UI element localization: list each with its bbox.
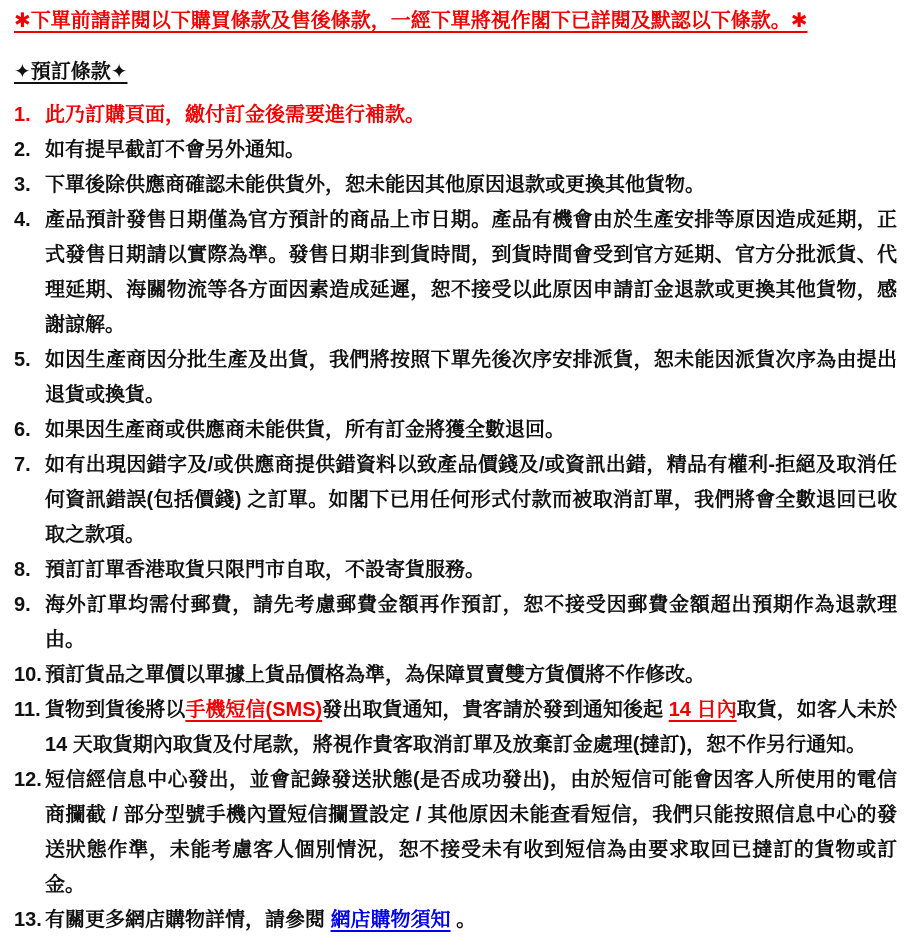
term-text (45, 553, 897, 588)
term-number: 9. (14, 594, 31, 616)
term-text (45, 343, 897, 413)
shop-guide-link[interactable]: 網店購物須知 (330, 909, 451, 931)
section-title-preorder-terms: ✦預訂條款✦ (14, 61, 128, 83)
term-text (45, 133, 897, 168)
term-text-segment: 產品預計發售日期僅為官方預計的商品上市日期。產品有機會由於生產安排等原因造成延期，正式發售日期請以實際為準。發售日期非到貨時間，到貨時間會受到官方延期、官方分批派貨、代理延期、海關物流等各方面因素造成延遲，恕不接受以此原因申請訂金退款或更換其他貨物，感謝諒解。 (45, 209, 897, 336)
term-number: 2. (14, 139, 31, 161)
term-text (45, 588, 897, 658)
term-number: 3. (14, 174, 31, 196)
term-item-11 (14, 693, 897, 763)
term-text-segment: 如有出現因錯字及/或供應商提供錯資料以致產品價錢及/或資訊出錯，精品有權利-拒絕及取消任何資訊錯誤(包括價錢) 之訂單。如閣下已用任何形式付款而被取消訂單，我們將會全數退回已收取之款項。 (45, 454, 897, 546)
term-text (45, 903, 897, 938)
term-text (45, 448, 897, 553)
term-text-segment: 如因生產商因分批生產及出貨，我們將按照下單先後次序安排派貨，恕未能因派貨次序為由提出退貨或換貨。 (45, 349, 897, 406)
term-item-7 (14, 448, 897, 553)
term-item-3 (14, 168, 897, 203)
term-text-segment: 海外訂單均需付郵費，請先考慮郵費金額再作預訂，恕不接受因郵費金額超出預期作為退款理由。 (45, 594, 897, 651)
term-text-segment: 有關更多網店購物詳情，請參閱 (45, 909, 331, 931)
term-number: 7. (14, 454, 31, 476)
term-number: 6. (14, 419, 31, 441)
term-item-8 (14, 553, 897, 588)
term-text (45, 98, 897, 133)
term-text-segment: 預訂貨品之單價以單據上貨品價格為準，為保障買賣雙方貨價將不作修改。 (45, 664, 705, 686)
term-item-5 (14, 343, 897, 413)
term-item-1 (14, 98, 897, 133)
term-number: 5. (14, 349, 31, 371)
term-item-4 (14, 203, 897, 343)
term-text (45, 693, 897, 763)
term-number: 1. (14, 104, 31, 126)
term-item-10 (14, 658, 897, 693)
term-text-segment: 發出取貨通知，貴客請於發到通知後起 (322, 699, 669, 721)
term-text (45, 203, 897, 343)
term-text-segment: 下單後除供應商確認未能供貨外，恕未能因其他原因退款或更換其他貨物。 (45, 174, 705, 196)
term-text (45, 658, 897, 693)
term-text-segment: 此乃訂購頁面，繳付訂金後需要進行補款。 (45, 104, 425, 126)
term-text (45, 763, 897, 903)
term-number: 4. (14, 209, 31, 231)
term-item-13 (14, 903, 897, 938)
term-text-segment: 短信經信息中心發出，並會記錄發送狀態(是否成功發出)，由於短信可能會因客人所使用的電信商攔截 / 部分型號手機內置短信攔置設定 / 其他原因未能查看短信，我們只能按照信息中心的發送狀態作準，未能考慮客人個別情況，恕不接受未有收到短信為由要求取回已撻訂的貨物或訂金。 (45, 769, 897, 896)
term-text-segment: 如有提早截訂不會另外通知。 (45, 139, 305, 161)
term-text-segment: 預訂訂單香港取貨只限門市自取，不設寄貨服務。 (45, 559, 485, 581)
term-number: 12. (14, 769, 42, 791)
red-highlight-text: 14 日內 (668, 699, 737, 721)
term-item-12 (14, 763, 897, 903)
term-text-segment: 取貨，如客人未於 14 天取貨期內取貨及付尾款，將視作貴客取消訂單及放棄訂金處理(撻訂)，恕不作另行通知。 (45, 699, 897, 756)
terms-list (14, 98, 897, 938)
term-text-segment: 貨物到貨後將以 (45, 699, 186, 721)
purchase-notice-header: ✱下單前請詳閱以下購買條款及售後條款，一經下單將視作閣下已詳閱及默認以下條款。✱ (14, 10, 808, 32)
term-number: 11. (14, 699, 41, 721)
red-highlight-text: 手機短信(SMS) (185, 699, 323, 721)
term-number: 8. (14, 559, 31, 581)
term-text (45, 168, 897, 203)
term-number: 13. (14, 909, 42, 931)
term-item-2 (14, 133, 897, 168)
term-number: 10. (14, 664, 42, 686)
term-text-segment: 。 (450, 909, 477, 931)
term-text (45, 413, 897, 448)
term-text-segment: 如果因生產商或供應商未能供貨，所有訂金將獲全數退回。 (45, 419, 565, 441)
term-item-6 (14, 413, 897, 448)
term-item-9 (14, 588, 897, 658)
